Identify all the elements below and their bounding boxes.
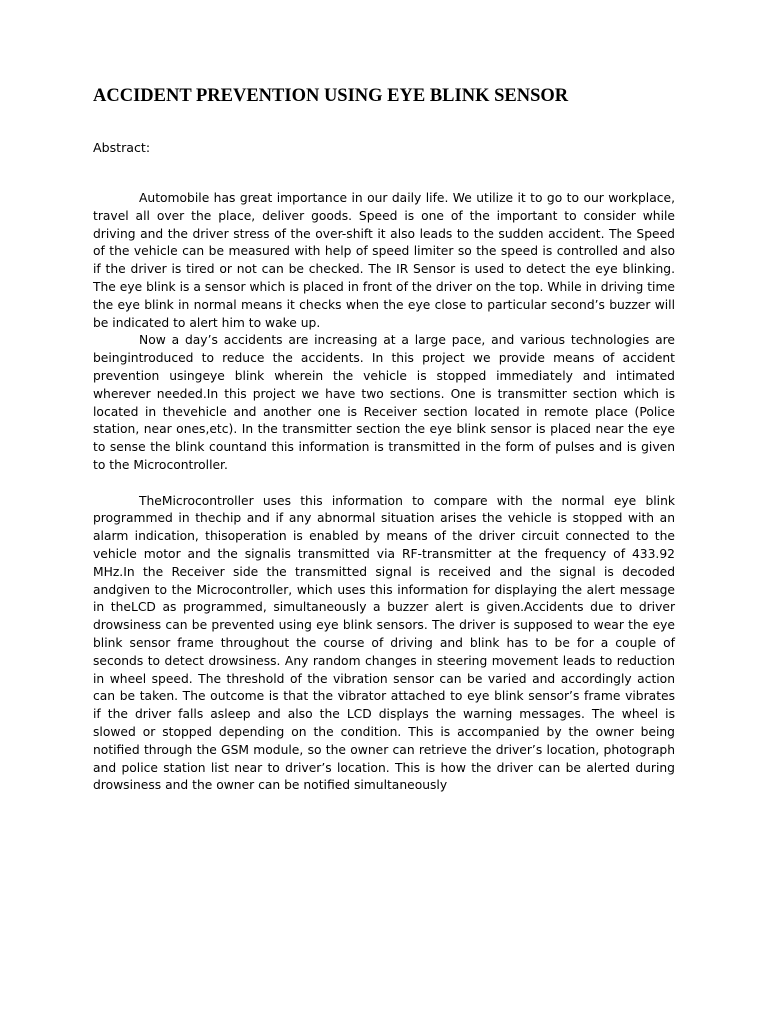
abstract-body: [93, 190, 675, 795]
abstract-paragraph-1: Automobile has great importance in our daily life. We utilize it to go to our workplace, travel all over the place, deliver goods. Speed is one of the important to consider while driving and the driver stress of the over-shift it also leads to the sudden accident. The Speed of the vehicle can be measured with help of speed limiter so the speed is controlled and also if the driver is tired or not can be checked. The IR Sensor is used to detect the eye blinking. The eye blink is a sensor which is placed in front of the driver on the top. While in driving time the eye blink in normal means it checks when the eye close to particular second’s buzzer will be indicated to alert him to wake up.: [93, 191, 675, 330]
abstract-paragraph-2: Now a day’s accidents are increasing at a large pace, and various technologies are beingintroduced to reduce the accidents. In this project we provide means of accident prevention usingeye blink wherein the vehicle is stopped immediately and intimated wherever needed.In this project we have two sections. One is transmitter section which is located in thevehicle and another one is Receiver section located in remote place (Police station, near ones,etc). In the transmitter section the eye blink sensor is placed near the eye to sense the blink countand this information is transmitted in the form of pulses and is given to the Microcontroller.: [93, 333, 675, 472]
document-page: [93, 0, 675, 1024]
abstract-label: Abstract:: [93, 140, 151, 155]
abstract-paragraph-3: TheMicrocontroller uses this information to compare with the normal eye blink programmed in thechip and if any abnormal situation arises the vehicle is stopped with an alarm indication, thisoperation is enabled by means of the driver circuit connected to the vehicle motor and the signalis transmitted via RF-transmitter at the frequency of 433.92 MHz.In the Receiver side the transmitted signal is received and the signal is decoded andgiven to the Microcontroller, which uses this information for displaying the alert message in theLCD as programmed, simultaneously a buzzer alert is given.Accidents due to driver drowsiness can be prevented using eye blink sensors. The driver is supposed to wear the eye blink sensor frame throughout the course of driving and blink has to be for a couple of seconds to detect drowsiness. Any random changes in steering movement leads to reduction in wheel speed. The threshold of the vibration sensor can be varied and accordingly action can be taken. The outcome is that the vibrator attached to eye blink sensor’s frame vibrates if the driver falls asleep and also the LCD displays the warning messages. The wheel is slowed or stopped depending on the condition. This is accompanied by the owner being notified through the GSM module, so the owner can retrieve the driver’s location, photograph and police station list near to driver’s location. This is how the driver can be alerted during drowsiness and the owner can be notified simultaneously: [93, 493, 675, 793]
document-title: ACCIDENT PREVENTION USING EYE BLINK SENSOR: [93, 86, 569, 106]
